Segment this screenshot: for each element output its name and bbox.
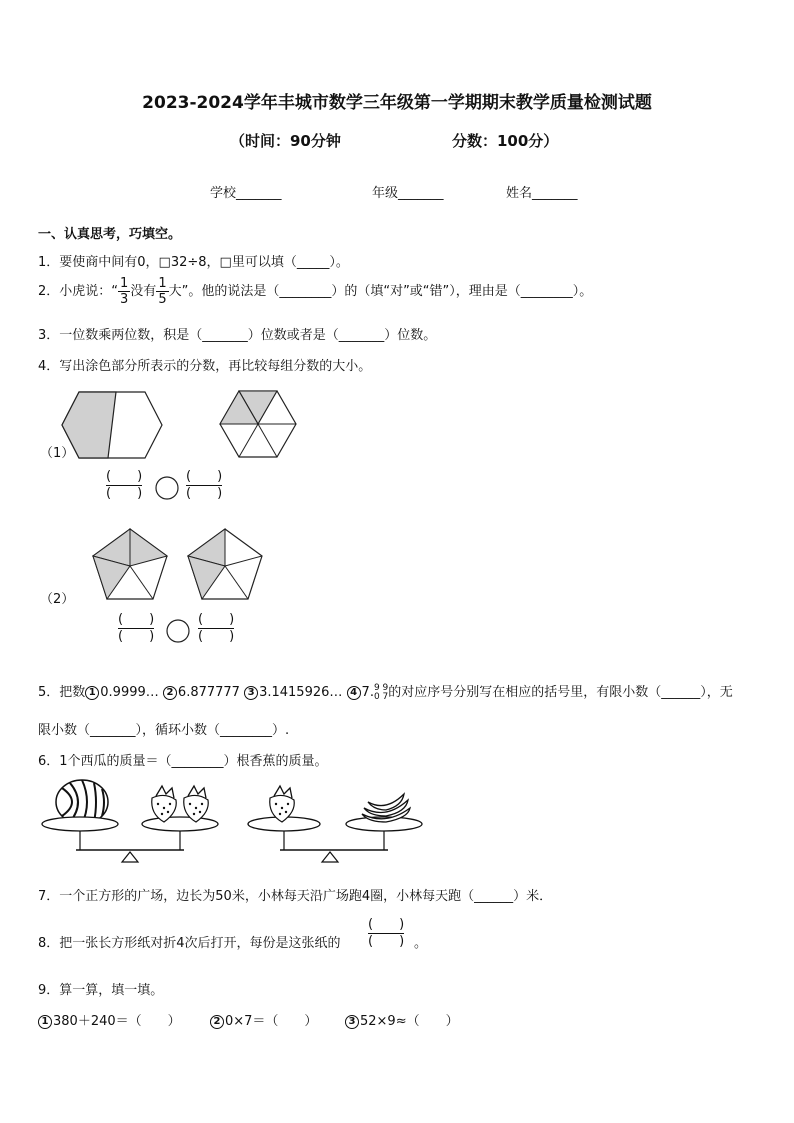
question-5-line-2: 限小数（_______），循环小数（________）.	[38, 723, 290, 738]
q5-repeating-digits: 9 9 0 7	[373, 682, 389, 702]
q8-end: 。	[414, 936, 428, 951]
hexagon-sixths-shaded	[220, 390, 296, 458]
question-2	[38, 277, 592, 306]
answer-fraction-2b[interactable]: ( ) ( )	[198, 612, 235, 644]
q9-expr-2: 0×7＝（ ）	[225, 1014, 318, 1029]
circled-number-4: 4	[347, 686, 361, 700]
fraction-one-third: $\frac{1}{3}$	[120, 276, 129, 307]
question-5	[38, 681, 733, 702]
q4-label-2: （2）	[40, 592, 75, 607]
q2-pre: 2．小虎说：“	[38, 284, 119, 299]
answer-fraction-1b[interactable]: ( ) ( )	[186, 469, 223, 501]
question-1: 1．要使商中间有0，□32÷8，□里可以填（_____）。	[38, 255, 349, 270]
question-9: 9．算一算，填一填。	[38, 983, 164, 998]
question-6: 6．1个西瓜的质量＝（________）根香蕉的质量。	[38, 754, 328, 769]
compare-circle-2[interactable]	[166, 619, 190, 643]
q5-pre: 5．把数	[38, 685, 86, 700]
q9-item-3	[345, 1010, 459, 1029]
balance-scale-banana-icon	[236, 780, 436, 866]
circled-number-1: 1	[38, 1015, 52, 1029]
compare-circle-1[interactable]	[155, 476, 179, 500]
q9-expr-1: 380＋240＝（ ）	[53, 1014, 181, 1029]
balance-scale-watermelon-icon	[40, 780, 240, 866]
grade-field[interactable]: 年级_______	[372, 186, 444, 201]
q5-number-4: 7.	[361, 685, 374, 700]
q2-mid: 没有	[130, 284, 157, 299]
q9-expr-3: 52×9≈（ ）	[360, 1014, 459, 1029]
circled-number-2: 2	[210, 1015, 224, 1029]
section-heading: 一、认真思考，巧填空。	[38, 227, 182, 242]
q2-post: 大”。他的说法是（________）的（填“对”或“错”），理由是（________）。	[168, 284, 593, 299]
hexagon-half-shaded	[62, 390, 162, 460]
question-3: 3．一位数乘两位数，积是（_______）位数或者是（_______）位数。	[38, 328, 437, 343]
pentagon-shaded-1	[92, 528, 168, 600]
school-field[interactable]: 学校_______	[210, 186, 282, 201]
answer-fraction-q8[interactable]: ( ) ( )	[368, 917, 405, 949]
q5-number-3: 3.1415926…	[259, 685, 343, 700]
q9-item-2	[210, 1010, 317, 1029]
name-field[interactable]: 姓名_______	[506, 186, 578, 201]
circled-number-1: 1	[85, 686, 99, 700]
question-4: 4．写出涂色部分所表示的分数，再比较每组分数的大小。	[38, 359, 372, 374]
q5-number-2: 6.877777	[177, 685, 240, 700]
circled-number-3: 3	[345, 1015, 359, 1029]
question-8: 8．把一张长方形纸对折4次后打开，每份是这张纸的	[38, 936, 341, 951]
fraction-one-fifth: $\frac{1}{5}$	[158, 276, 167, 307]
answer-fraction-2a[interactable]: ( ) ( )	[118, 612, 155, 644]
q5-post: 的对应序号分别写在相应的括号里，有限小数（______），无	[388, 685, 733, 700]
q5-number-1: 0.9999…	[100, 685, 159, 700]
question-7: 7．一个正方形的广场，边长为50米，小林每天沿广场跑4圈，小林每天跑（______）米．	[38, 889, 553, 904]
exam-score: 分数：100分）	[452, 132, 559, 150]
q4-label-1: （1）	[40, 446, 75, 461]
exam-time: （时间：90分钟	[230, 132, 341, 150]
answer-fraction-1a[interactable]: ( ) ( )	[106, 469, 143, 501]
pentagon-shaded-2	[187, 528, 263, 600]
page-title: 2023-2024学年丰城市数学三年级第一学期期末教学质量检测试题	[142, 93, 652, 113]
circled-number-2: 2	[163, 686, 177, 700]
q9-item-1	[38, 1010, 181, 1029]
circled-number-3: 3	[244, 686, 258, 700]
